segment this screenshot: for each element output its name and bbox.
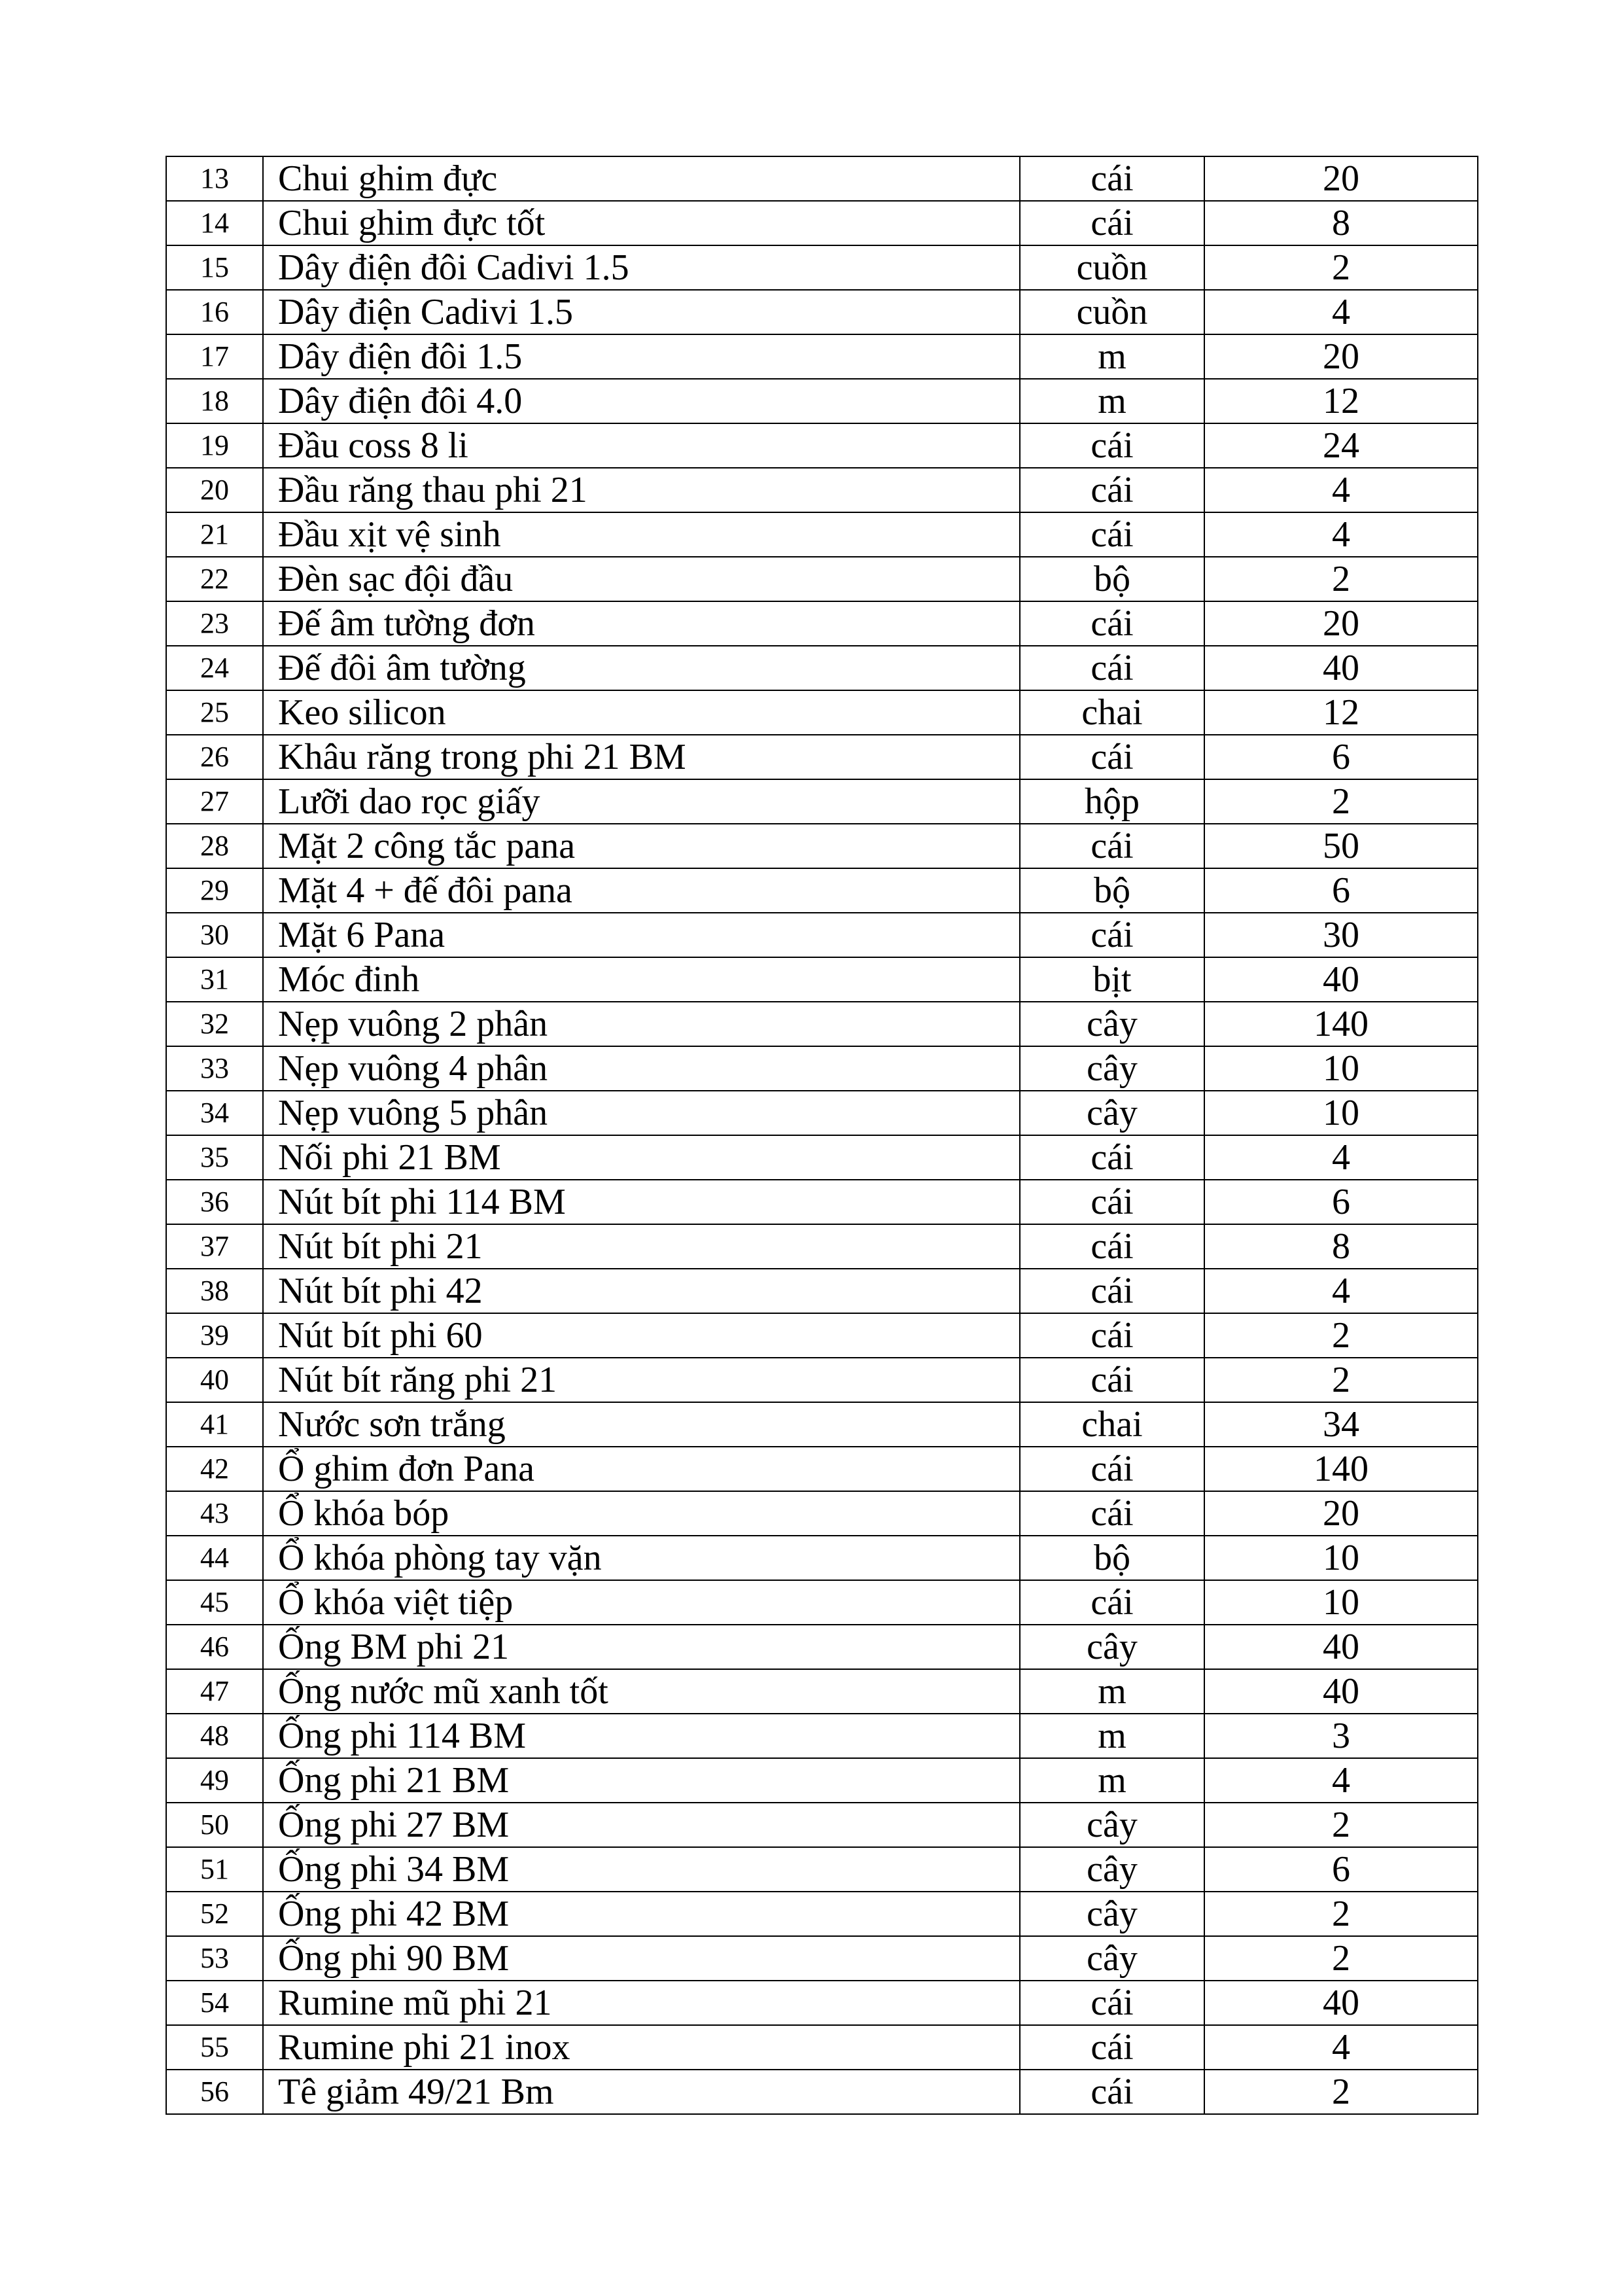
row-number-cell: 47	[166, 1669, 263, 1714]
quantity-cell: 10	[1204, 1580, 1478, 1625]
row-number-cell: 36	[166, 1180, 263, 1224]
unit-cell: bịt	[1020, 957, 1204, 1002]
quantity-cell: 6	[1204, 1847, 1478, 1892]
unit-cell: cây	[1020, 1847, 1204, 1892]
quantity-cell: 8	[1204, 1224, 1478, 1269]
item-name-cell: Ổ khóa việt tiệp	[263, 1580, 1020, 1625]
table-row	[166, 824, 1478, 868]
quantity-cell: 12	[1204, 379, 1478, 423]
row-number-cell: 24	[166, 646, 263, 690]
item-name-cell: Ống phi 21 BM	[263, 1758, 1020, 1803]
table-row	[166, 601, 1478, 646]
item-name-cell: Mặt 6 Pana	[263, 913, 1020, 957]
table-row	[166, 379, 1478, 423]
quantity-cell: 4	[1204, 512, 1478, 557]
quantity-cell: 40	[1204, 1625, 1478, 1669]
unit-cell: cuồn	[1020, 245, 1204, 290]
unit-cell: bộ	[1020, 1536, 1204, 1580]
unit-cell: cái	[1020, 512, 1204, 557]
quantity-cell: 2	[1204, 1803, 1478, 1847]
item-name-cell: Nẹp vuông 4 phân	[263, 1046, 1020, 1091]
table-row	[166, 1847, 1478, 1892]
item-name-cell: Dây điện đôi Cadivi 1.5	[263, 245, 1020, 290]
row-number-cell: 20	[166, 468, 263, 512]
quantity-cell: 2	[1204, 2070, 1478, 2114]
unit-cell: m	[1020, 1758, 1204, 1803]
row-number-cell: 14	[166, 201, 263, 245]
table-row	[166, 1758, 1478, 1803]
quantity-cell: 2	[1204, 557, 1478, 601]
row-number-cell: 53	[166, 1936, 263, 1981]
table-row	[166, 1625, 1478, 1669]
table-row	[166, 557, 1478, 601]
row-number-cell: 35	[166, 1135, 263, 1180]
unit-cell: cái	[1020, 1358, 1204, 1402]
table-row	[166, 334, 1478, 379]
table-row	[166, 1180, 1478, 1224]
item-name-cell: Ổ khóa phòng tay vặn	[263, 1536, 1020, 1580]
table-row	[166, 468, 1478, 512]
unit-cell: m	[1020, 334, 1204, 379]
table-row	[166, 1002, 1478, 1046]
quantity-cell: 6	[1204, 868, 1478, 913]
unit-cell: cái	[1020, 423, 1204, 468]
quantity-cell: 2	[1204, 1313, 1478, 1358]
item-name-cell: Nút bít phi 21	[263, 1224, 1020, 1269]
quantity-cell: 40	[1204, 1669, 1478, 1714]
unit-cell: cái	[1020, 1269, 1204, 1313]
item-name-cell: Chui ghim đực	[263, 156, 1020, 201]
table-row	[166, 779, 1478, 824]
item-name-cell: Đèn sạc đội đầu	[263, 557, 1020, 601]
row-number-cell: 31	[166, 957, 263, 1002]
quantity-cell: 10	[1204, 1536, 1478, 1580]
item-name-cell: Ống phi 90 BM	[263, 1936, 1020, 1981]
item-name-cell: Ổ ghim đơn Pana	[263, 1447, 1020, 1491]
table-row	[166, 1892, 1478, 1936]
table-row	[166, 868, 1478, 913]
item-name-cell: Dây điện đôi 1.5	[263, 334, 1020, 379]
item-name-cell: Ống phi 27 BM	[263, 1803, 1020, 1847]
row-number-cell: 40	[166, 1358, 263, 1402]
table-row	[166, 201, 1478, 245]
table-row	[166, 1580, 1478, 1625]
row-number-cell: 15	[166, 245, 263, 290]
unit-cell: cái	[1020, 735, 1204, 779]
item-name-cell: Mặt 2 công tắc pana	[263, 824, 1020, 868]
quantity-cell: 12	[1204, 690, 1478, 735]
unit-cell: bộ	[1020, 557, 1204, 601]
unit-cell: cái	[1020, 1447, 1204, 1491]
quantity-cell: 4	[1204, 2025, 1478, 2070]
quantity-cell: 140	[1204, 1002, 1478, 1046]
item-name-cell: Dây điện Cadivi 1.5	[263, 290, 1020, 334]
row-number-cell: 27	[166, 779, 263, 824]
unit-cell: cái	[1020, 1313, 1204, 1358]
item-name-cell: Đầu xịt vệ sinh	[263, 512, 1020, 557]
unit-cell: cái	[1020, 2070, 1204, 2114]
quantity-cell: 40	[1204, 1981, 1478, 2025]
row-number-cell: 51	[166, 1847, 263, 1892]
row-number-cell: 56	[166, 2070, 263, 2114]
quantity-cell: 40	[1204, 957, 1478, 1002]
quantity-cell: 2	[1204, 245, 1478, 290]
table-row	[166, 1358, 1478, 1402]
unit-cell: chai	[1020, 1402, 1204, 1447]
table-row	[166, 1447, 1478, 1491]
table-row	[166, 290, 1478, 334]
quantity-cell: 4	[1204, 468, 1478, 512]
quantity-cell: 50	[1204, 824, 1478, 868]
item-name-cell: Ống nước mũ xanh tốt	[263, 1669, 1020, 1714]
row-number-cell: 37	[166, 1224, 263, 1269]
row-number-cell: 44	[166, 1536, 263, 1580]
item-name-cell: Nút bít phi 60	[263, 1313, 1020, 1358]
item-name-cell: Nẹp vuông 5 phân	[263, 1091, 1020, 1135]
row-number-cell: 13	[166, 156, 263, 201]
item-name-cell: Lưỡi dao rọc giấy	[263, 779, 1020, 824]
item-name-cell: Keo silicon	[263, 690, 1020, 735]
table-row	[166, 2025, 1478, 2070]
quantity-cell: 24	[1204, 423, 1478, 468]
row-number-cell: 54	[166, 1981, 263, 2025]
materials-table-body	[166, 156, 1478, 2114]
row-number-cell: 22	[166, 557, 263, 601]
unit-cell: cái	[1020, 646, 1204, 690]
unit-cell: cái	[1020, 601, 1204, 646]
table-row	[166, 913, 1478, 957]
row-number-cell: 49	[166, 1758, 263, 1803]
item-name-cell: Nút bít phi 42	[263, 1269, 1020, 1313]
table-row	[166, 2070, 1478, 2114]
unit-cell: cái	[1020, 1580, 1204, 1625]
item-name-cell: Đầu răng thau phi 21	[263, 468, 1020, 512]
item-name-cell: Rumine phi 21 inox	[263, 2025, 1020, 2070]
unit-cell: m	[1020, 1714, 1204, 1758]
item-name-cell: Đế đôi âm tường	[263, 646, 1020, 690]
table-row	[166, 1803, 1478, 1847]
unit-cell: m	[1020, 1669, 1204, 1714]
row-number-cell: 16	[166, 290, 263, 334]
unit-cell: cái	[1020, 1224, 1204, 1269]
row-number-cell: 25	[166, 690, 263, 735]
quantity-cell: 10	[1204, 1091, 1478, 1135]
unit-cell: cái	[1020, 1180, 1204, 1224]
table-row	[166, 1669, 1478, 1714]
row-number-cell: 21	[166, 512, 263, 557]
unit-cell: cái	[1020, 1135, 1204, 1180]
table-row	[166, 1046, 1478, 1091]
unit-cell: cái	[1020, 1981, 1204, 2025]
quantity-cell: 8	[1204, 201, 1478, 245]
unit-cell: cây	[1020, 1046, 1204, 1091]
row-number-cell: 19	[166, 423, 263, 468]
row-number-cell: 46	[166, 1625, 263, 1669]
unit-cell: chai	[1020, 690, 1204, 735]
quantity-cell: 40	[1204, 646, 1478, 690]
item-name-cell: Rumine mũ phi 21	[263, 1981, 1020, 2025]
item-name-cell: Tê giảm 49/21 Bm	[263, 2070, 1020, 2114]
item-name-cell: Dây điện đôi 4.0	[263, 379, 1020, 423]
unit-cell: cái	[1020, 1491, 1204, 1536]
quantity-cell: 4	[1204, 290, 1478, 334]
table-row	[166, 423, 1478, 468]
quantity-cell: 4	[1204, 1758, 1478, 1803]
item-name-cell: Mặt 4 + đế đôi pana	[263, 868, 1020, 913]
quantity-cell: 4	[1204, 1135, 1478, 1180]
unit-cell: cái	[1020, 2025, 1204, 2070]
item-name-cell: Móc đinh	[263, 957, 1020, 1002]
row-number-cell: 43	[166, 1491, 263, 1536]
item-name-cell: Nút bít răng phi 21	[263, 1358, 1020, 1402]
row-number-cell: 26	[166, 735, 263, 779]
row-number-cell: 23	[166, 601, 263, 646]
table-row	[166, 646, 1478, 690]
table-row	[166, 735, 1478, 779]
item-name-cell: Ống phi 42 BM	[263, 1892, 1020, 1936]
row-number-cell: 55	[166, 2025, 263, 2070]
table-row	[166, 156, 1478, 201]
item-name-cell: Chui ghim đực tốt	[263, 201, 1020, 245]
quantity-cell: 140	[1204, 1447, 1478, 1491]
table-row	[166, 512, 1478, 557]
row-number-cell: 50	[166, 1803, 263, 1847]
item-name-cell: Ống phi 114 BM	[263, 1714, 1020, 1758]
unit-cell: hộp	[1020, 779, 1204, 824]
row-number-cell: 34	[166, 1091, 263, 1135]
item-name-cell: Ống BM phi 21	[263, 1625, 1020, 1669]
item-name-cell: Khâu răng trong phi 21 BM	[263, 735, 1020, 779]
quantity-cell: 20	[1204, 156, 1478, 201]
table-row	[166, 1224, 1478, 1269]
unit-cell: cái	[1020, 913, 1204, 957]
quantity-cell: 10	[1204, 1046, 1478, 1091]
row-number-cell: 38	[166, 1269, 263, 1313]
table-row	[166, 1269, 1478, 1313]
quantity-cell: 6	[1204, 1180, 1478, 1224]
quantity-cell: 6	[1204, 735, 1478, 779]
row-number-cell: 41	[166, 1402, 263, 1447]
quantity-cell: 20	[1204, 1491, 1478, 1536]
item-name-cell: Nối phi 21 BM	[263, 1135, 1020, 1180]
materials-table	[166, 156, 1478, 2115]
row-number-cell: 33	[166, 1046, 263, 1091]
unit-cell: cây	[1020, 1625, 1204, 1669]
unit-cell: cây	[1020, 1002, 1204, 1046]
table-row	[166, 690, 1478, 735]
unit-cell: cái	[1020, 824, 1204, 868]
quantity-cell: 2	[1204, 1358, 1478, 1402]
quantity-cell: 2	[1204, 779, 1478, 824]
row-number-cell: 18	[166, 379, 263, 423]
table-row	[166, 1536, 1478, 1580]
unit-cell: cây	[1020, 1091, 1204, 1135]
unit-cell: cây	[1020, 1936, 1204, 1981]
item-name-cell: Ổ khóa bóp	[263, 1491, 1020, 1536]
table-row	[166, 1135, 1478, 1180]
table-row	[166, 957, 1478, 1002]
item-name-cell: Ống phi 34 BM	[263, 1847, 1020, 1892]
unit-cell: cây	[1020, 1803, 1204, 1847]
row-number-cell: 42	[166, 1447, 263, 1491]
table-row	[166, 1714, 1478, 1758]
unit-cell: cái	[1020, 468, 1204, 512]
quantity-cell: 2	[1204, 1936, 1478, 1981]
table-row	[166, 1402, 1478, 1447]
unit-cell: bộ	[1020, 868, 1204, 913]
item-name-cell: Đầu coss 8 li	[263, 423, 1020, 468]
unit-cell: cuồn	[1020, 290, 1204, 334]
item-name-cell: Nút bít phi 114 BM	[263, 1180, 1020, 1224]
row-number-cell: 32	[166, 1002, 263, 1046]
unit-cell: cái	[1020, 156, 1204, 201]
unit-cell: m	[1020, 379, 1204, 423]
table-row	[166, 1981, 1478, 2025]
quantity-cell: 30	[1204, 913, 1478, 957]
row-number-cell: 29	[166, 868, 263, 913]
quantity-cell: 20	[1204, 334, 1478, 379]
unit-cell: cây	[1020, 1892, 1204, 1936]
unit-cell: cái	[1020, 201, 1204, 245]
item-name-cell: Nước sơn trắng	[263, 1402, 1020, 1447]
row-number-cell: 30	[166, 913, 263, 957]
table-row	[166, 1936, 1478, 1981]
table-row	[166, 1313, 1478, 1358]
quantity-cell: 2	[1204, 1892, 1478, 1936]
row-number-cell: 39	[166, 1313, 263, 1358]
row-number-cell: 17	[166, 334, 263, 379]
quantity-cell: 34	[1204, 1402, 1478, 1447]
table-row	[166, 245, 1478, 290]
quantity-cell: 3	[1204, 1714, 1478, 1758]
table-row	[166, 1091, 1478, 1135]
row-number-cell: 52	[166, 1892, 263, 1936]
row-number-cell: 45	[166, 1580, 263, 1625]
row-number-cell: 28	[166, 824, 263, 868]
item-name-cell: Nẹp vuông 2 phân	[263, 1002, 1020, 1046]
item-name-cell: Đế âm tường đơn	[263, 601, 1020, 646]
row-number-cell: 48	[166, 1714, 263, 1758]
quantity-cell: 4	[1204, 1269, 1478, 1313]
table-row	[166, 1491, 1478, 1536]
quantity-cell: 20	[1204, 601, 1478, 646]
